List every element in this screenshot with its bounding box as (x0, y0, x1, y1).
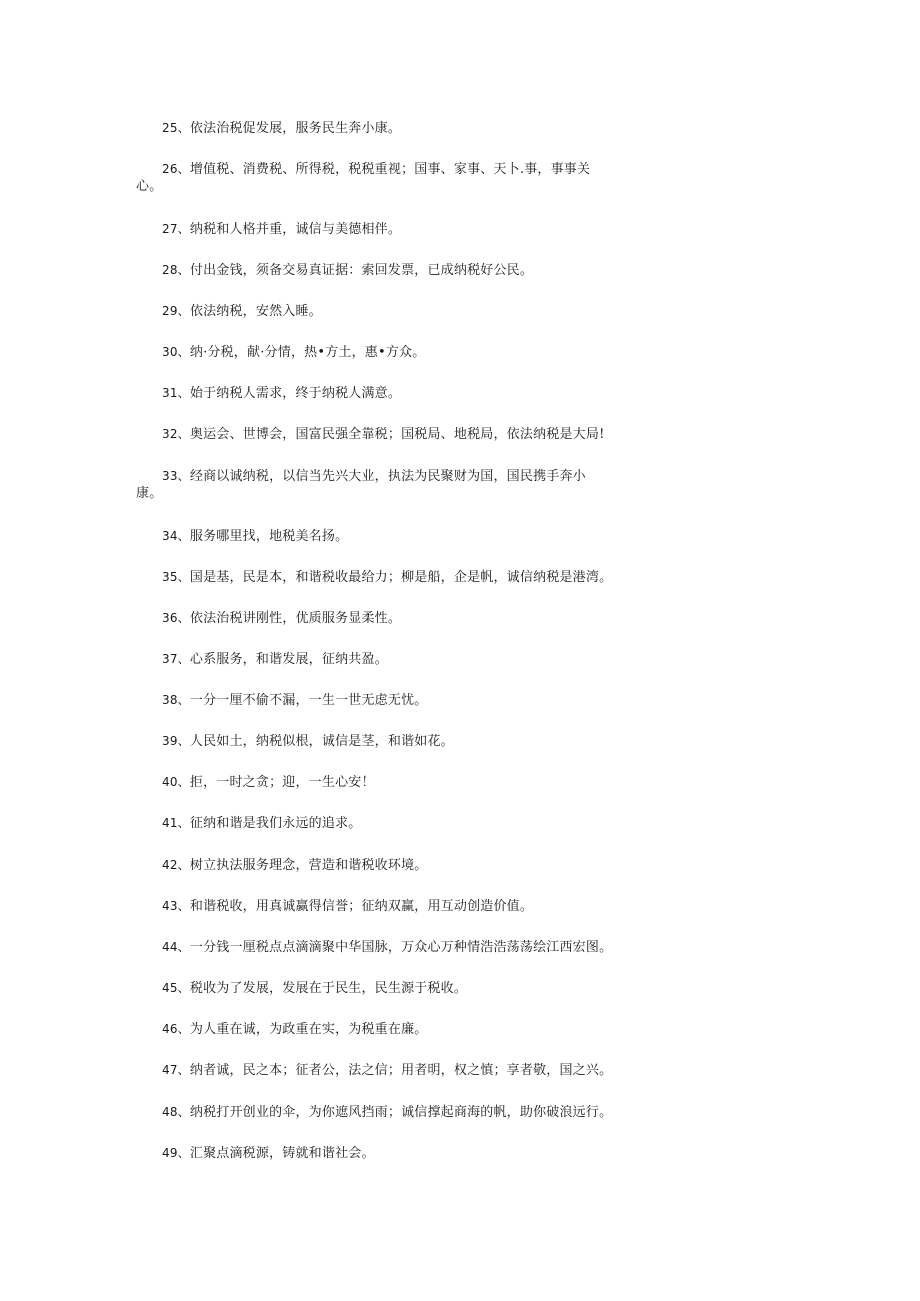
item-first-line (136, 938, 656, 956)
item-text: 服务哪里找，地税美名扬。 (189, 529, 349, 544)
item-text: 一分钱一厘税点点滴滴聚中华国脉，万众心万种情浩浩荡荡绘江西宏图。 (189, 940, 613, 955)
item-text: 经商以诚纳税，以信当先兴大业，执法为民聚财为国，国民携手奔小 (189, 469, 586, 484)
item-text: 为人重在诚，为政重在实，为税重在廉。 (189, 1022, 428, 1037)
item-first-line (136, 220, 656, 238)
item-number: 35、 (162, 570, 190, 584)
item-text: 一分一厘不偷不漏，一生一世无虑无忧。 (189, 693, 428, 708)
item-number: 38、 (162, 693, 190, 707)
list-item (136, 938, 656, 956)
list-item (136, 773, 656, 791)
list-item (136, 1144, 656, 1162)
list-item (136, 119, 656, 137)
item-text: 纳税和人格并重，诚信与美德相伴。 (189, 222, 402, 237)
item-first-line (136, 1103, 656, 1121)
item-number: 26、 (162, 162, 190, 176)
item-text: 征纳和谐是我们永远的追求。 (189, 816, 362, 831)
list-item (136, 609, 656, 627)
item-text: 拒，一时之贪；迎，一生心安！ (189, 775, 375, 790)
item-first-line (136, 302, 656, 320)
item-first-line (136, 119, 656, 137)
list-item (136, 343, 656, 361)
item-text: 付出金钱，须备交易真证据：索回发票，已成纳税好公民。 (189, 263, 534, 278)
item-number: 39、 (162, 734, 190, 748)
item-continuation-line (136, 485, 656, 503)
item-first-line (136, 261, 656, 279)
item-text: 康。 (136, 486, 163, 501)
item-number: 44、 (162, 940, 190, 954)
item-number: 37、 (162, 652, 190, 666)
list-item (136, 261, 656, 279)
item-first-line (136, 568, 656, 586)
item-text: 依法治税促发展，服务民生奔小康。 (189, 121, 402, 136)
list-item (136, 467, 656, 503)
item-first-line (136, 1144, 656, 1162)
list-item (136, 302, 656, 320)
list-item (136, 568, 656, 586)
item-number: 45、 (162, 981, 190, 995)
item-text: 纳者诚，民之本；征者公，法之信；用者明，权之慎；享者敬，国之兴。 (189, 1063, 613, 1078)
item-text: 始于纳税人需求，终于纳税人满意。 (189, 386, 402, 401)
list-item (136, 1020, 656, 1038)
list-item (136, 650, 656, 668)
item-first-line (136, 814, 656, 832)
item-first-line (136, 773, 656, 791)
item-first-line (136, 467, 656, 485)
item-number: 46、 (162, 1022, 190, 1036)
item-number: 28、 (162, 263, 190, 277)
item-text: 纳·分税，献·分情，热•方土，惠•方众。 (189, 345, 426, 360)
list-item (136, 1061, 656, 1079)
list-item (136, 384, 656, 402)
item-text: 税收为了发展，发展在于民生，民生源于税收。 (189, 981, 468, 996)
list-item (136, 160, 656, 196)
item-number: 41、 (162, 816, 190, 830)
item-number: 30、 (162, 345, 190, 359)
item-text: 人民如土，纳税似根，诚信是茎，和谐如花。 (189, 734, 454, 749)
item-first-line (136, 732, 656, 750)
item-number: 48、 (162, 1105, 190, 1119)
item-number: 47、 (162, 1063, 190, 1077)
item-first-line (136, 691, 656, 709)
list-item (136, 856, 656, 874)
item-first-line (136, 343, 656, 361)
item-first-line (136, 1020, 656, 1038)
item-number: 27、 (162, 222, 190, 236)
item-number: 34、 (162, 529, 190, 543)
list-item (136, 814, 656, 832)
item-text: 心系服务，和谐发展，征纳共盈。 (189, 652, 388, 667)
item-first-line (136, 160, 656, 178)
list-item (136, 897, 656, 915)
item-text: 汇聚点滴税源，铸就和谐社会。 (189, 1146, 375, 1161)
item-text: 和谐税收，用真诚赢得信誉；征纳双赢，用互动创造价值。 (189, 899, 534, 914)
item-number: 25、 (162, 121, 190, 135)
list-item (136, 1103, 656, 1121)
item-text: 依法治税讲刚性，优质服务显柔性。 (189, 611, 402, 626)
item-number: 36、 (162, 611, 190, 625)
item-continuation-line (136, 178, 656, 196)
item-number: 40、 (162, 775, 190, 789)
item-number: 33、 (162, 469, 190, 483)
item-text: 纳税打开创业的伞，为你遮风挡雨；诚信撑起商海的帆，助你破浪远行。 (189, 1105, 613, 1120)
item-first-line (136, 527, 656, 545)
item-number: 32、 (162, 427, 190, 441)
item-first-line (136, 384, 656, 402)
item-number: 29、 (162, 304, 190, 318)
item-text: 增值税、消费税、所得税，税税重视；国事、家事、天卜.事，事事关 (189, 162, 591, 177)
item-number: 42、 (162, 858, 190, 872)
list-item (136, 691, 656, 709)
item-text: 依法纳税，安然入睡。 (189, 304, 322, 319)
item-number: 31、 (162, 386, 190, 400)
item-first-line (136, 856, 656, 874)
list-item (136, 979, 656, 997)
item-text: 奥运会、世博会，国富民强全靠税；国税局、地税局，依法纳税是大局! (189, 427, 605, 442)
item-first-line (136, 979, 656, 997)
item-text: 树立执法服务理念，营造和谐税收环境。 (189, 858, 428, 873)
item-first-line (136, 425, 656, 443)
item-number: 43、 (162, 899, 190, 913)
item-text: 国是基，民是本，和谐税收最给力；柳是船，企是帆，诚信纳税是港湾。 (189, 570, 613, 585)
item-first-line (136, 1061, 656, 1079)
list-item (136, 527, 656, 545)
list-item (136, 425, 656, 443)
list-item (136, 732, 656, 750)
item-text: 心。 (136, 179, 163, 194)
item-number: 49、 (162, 1146, 190, 1160)
item-first-line (136, 609, 656, 627)
item-first-line (136, 650, 656, 668)
list-item (136, 220, 656, 238)
item-first-line (136, 897, 656, 915)
